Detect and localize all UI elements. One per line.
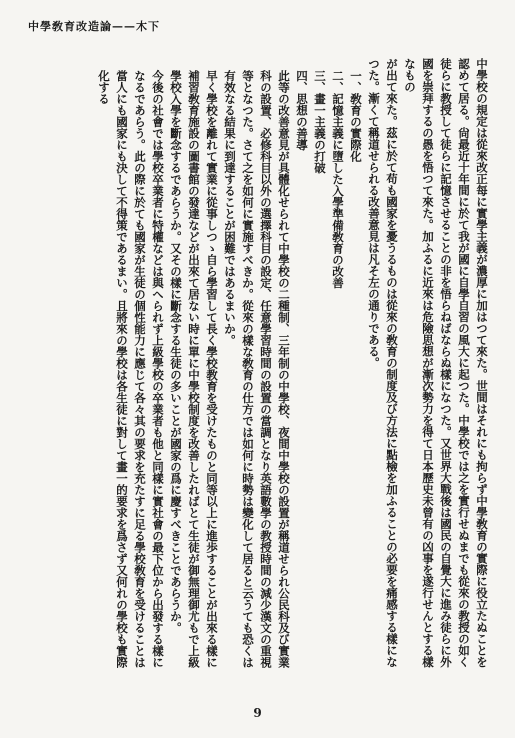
running-head: 中學敎育改造論——木下 bbox=[28, 20, 160, 33]
body-text bbox=[28, 58, 491, 678]
paragraph: が出て來た。茲に於て苟も國家を憂うるものは從來の敎育の制度及び方法に點檢を加ふることの必要を痛感する樣になつた。漸くて稱道せられる改善意見は凡そ左の通りである。 bbox=[367, 58, 399, 668]
page-number: 9 bbox=[253, 706, 262, 720]
paragraph: 一、敎育の實際化 bbox=[349, 70, 363, 162]
paragraph: 早く學校を離れて實業に從事しつゝ自ら學習して長く學校教育を受けたものと同等以上に進歩することが出來る樣に補習敎育施設の圖書館の發達などが出來て居ない時に單に中學校制度を改善したればとて生徒が御無理御尤もで上級學校入學を斷念するであらうか。又その樣に斷念する生徒の多いことが國家の爲に慶すべきことであらうか。 bbox=[169, 70, 219, 668]
paragraph: 四、思想の善導 bbox=[295, 70, 309, 151]
paragraph: 此等の改善意見が具體化せられて中學校の二種制、三年制の中學校、夜間中學校の設置が稱道せられ公民科及び實業科の設置、必修科目以外の選擇科目の設定、任意學習時間の設置の當調となり英語數學の教授時間の減少漢文の重視等となつた。さて之を如何に實施すべきか。從來の樣な敎育の仕方では如何に時勢は變化して居ると云うても恐くは有效なる結果に到達することが困難ではあるまいか。 bbox=[223, 70, 291, 668]
paragraph: 二、記憶主義に墮した入學準備敎育の改善 bbox=[331, 70, 345, 289]
paragraph: 中學校の規定は從來改正每に實學主義が濃厚に加はつて來た。世間はそれにも拘らず中學敎育の實際に役立たぬことを認めて居る。尙最近十年間に於て我が國に自學自習の風大に起つた。中學校では之を實行せぬまでも從來の教授の如く徒らに教授して徒らに記憶させることの非を悟らねばならぬ樣になつた。又世界大戰後は國民の自覺大に進み徒らに外國を崇拜するの愚を悟つて來た。加ふるに近來は危險思想が漸次勢力を得て日本歷史未曾有の凶事を遂行せんとする樣なもの bbox=[403, 58, 489, 668]
paragraph: 三、畫一主義の打破 bbox=[313, 70, 327, 174]
paragraph: 今後の社會では學校卒業者に特權などは與へられず上級學校の卒業者も他と同樣に實社會の最下位から出發する樣になるであらう。此の際に於ても國家が生徒の個性能力に應じて各々其の要求を充たすに足る學校敎育を受けることは當人にも國家にも決して不得策であるまい。且將來の學校は各生徒に對して畫一的要求を爲さず又何れの學校も實際化する bbox=[97, 70, 165, 668]
